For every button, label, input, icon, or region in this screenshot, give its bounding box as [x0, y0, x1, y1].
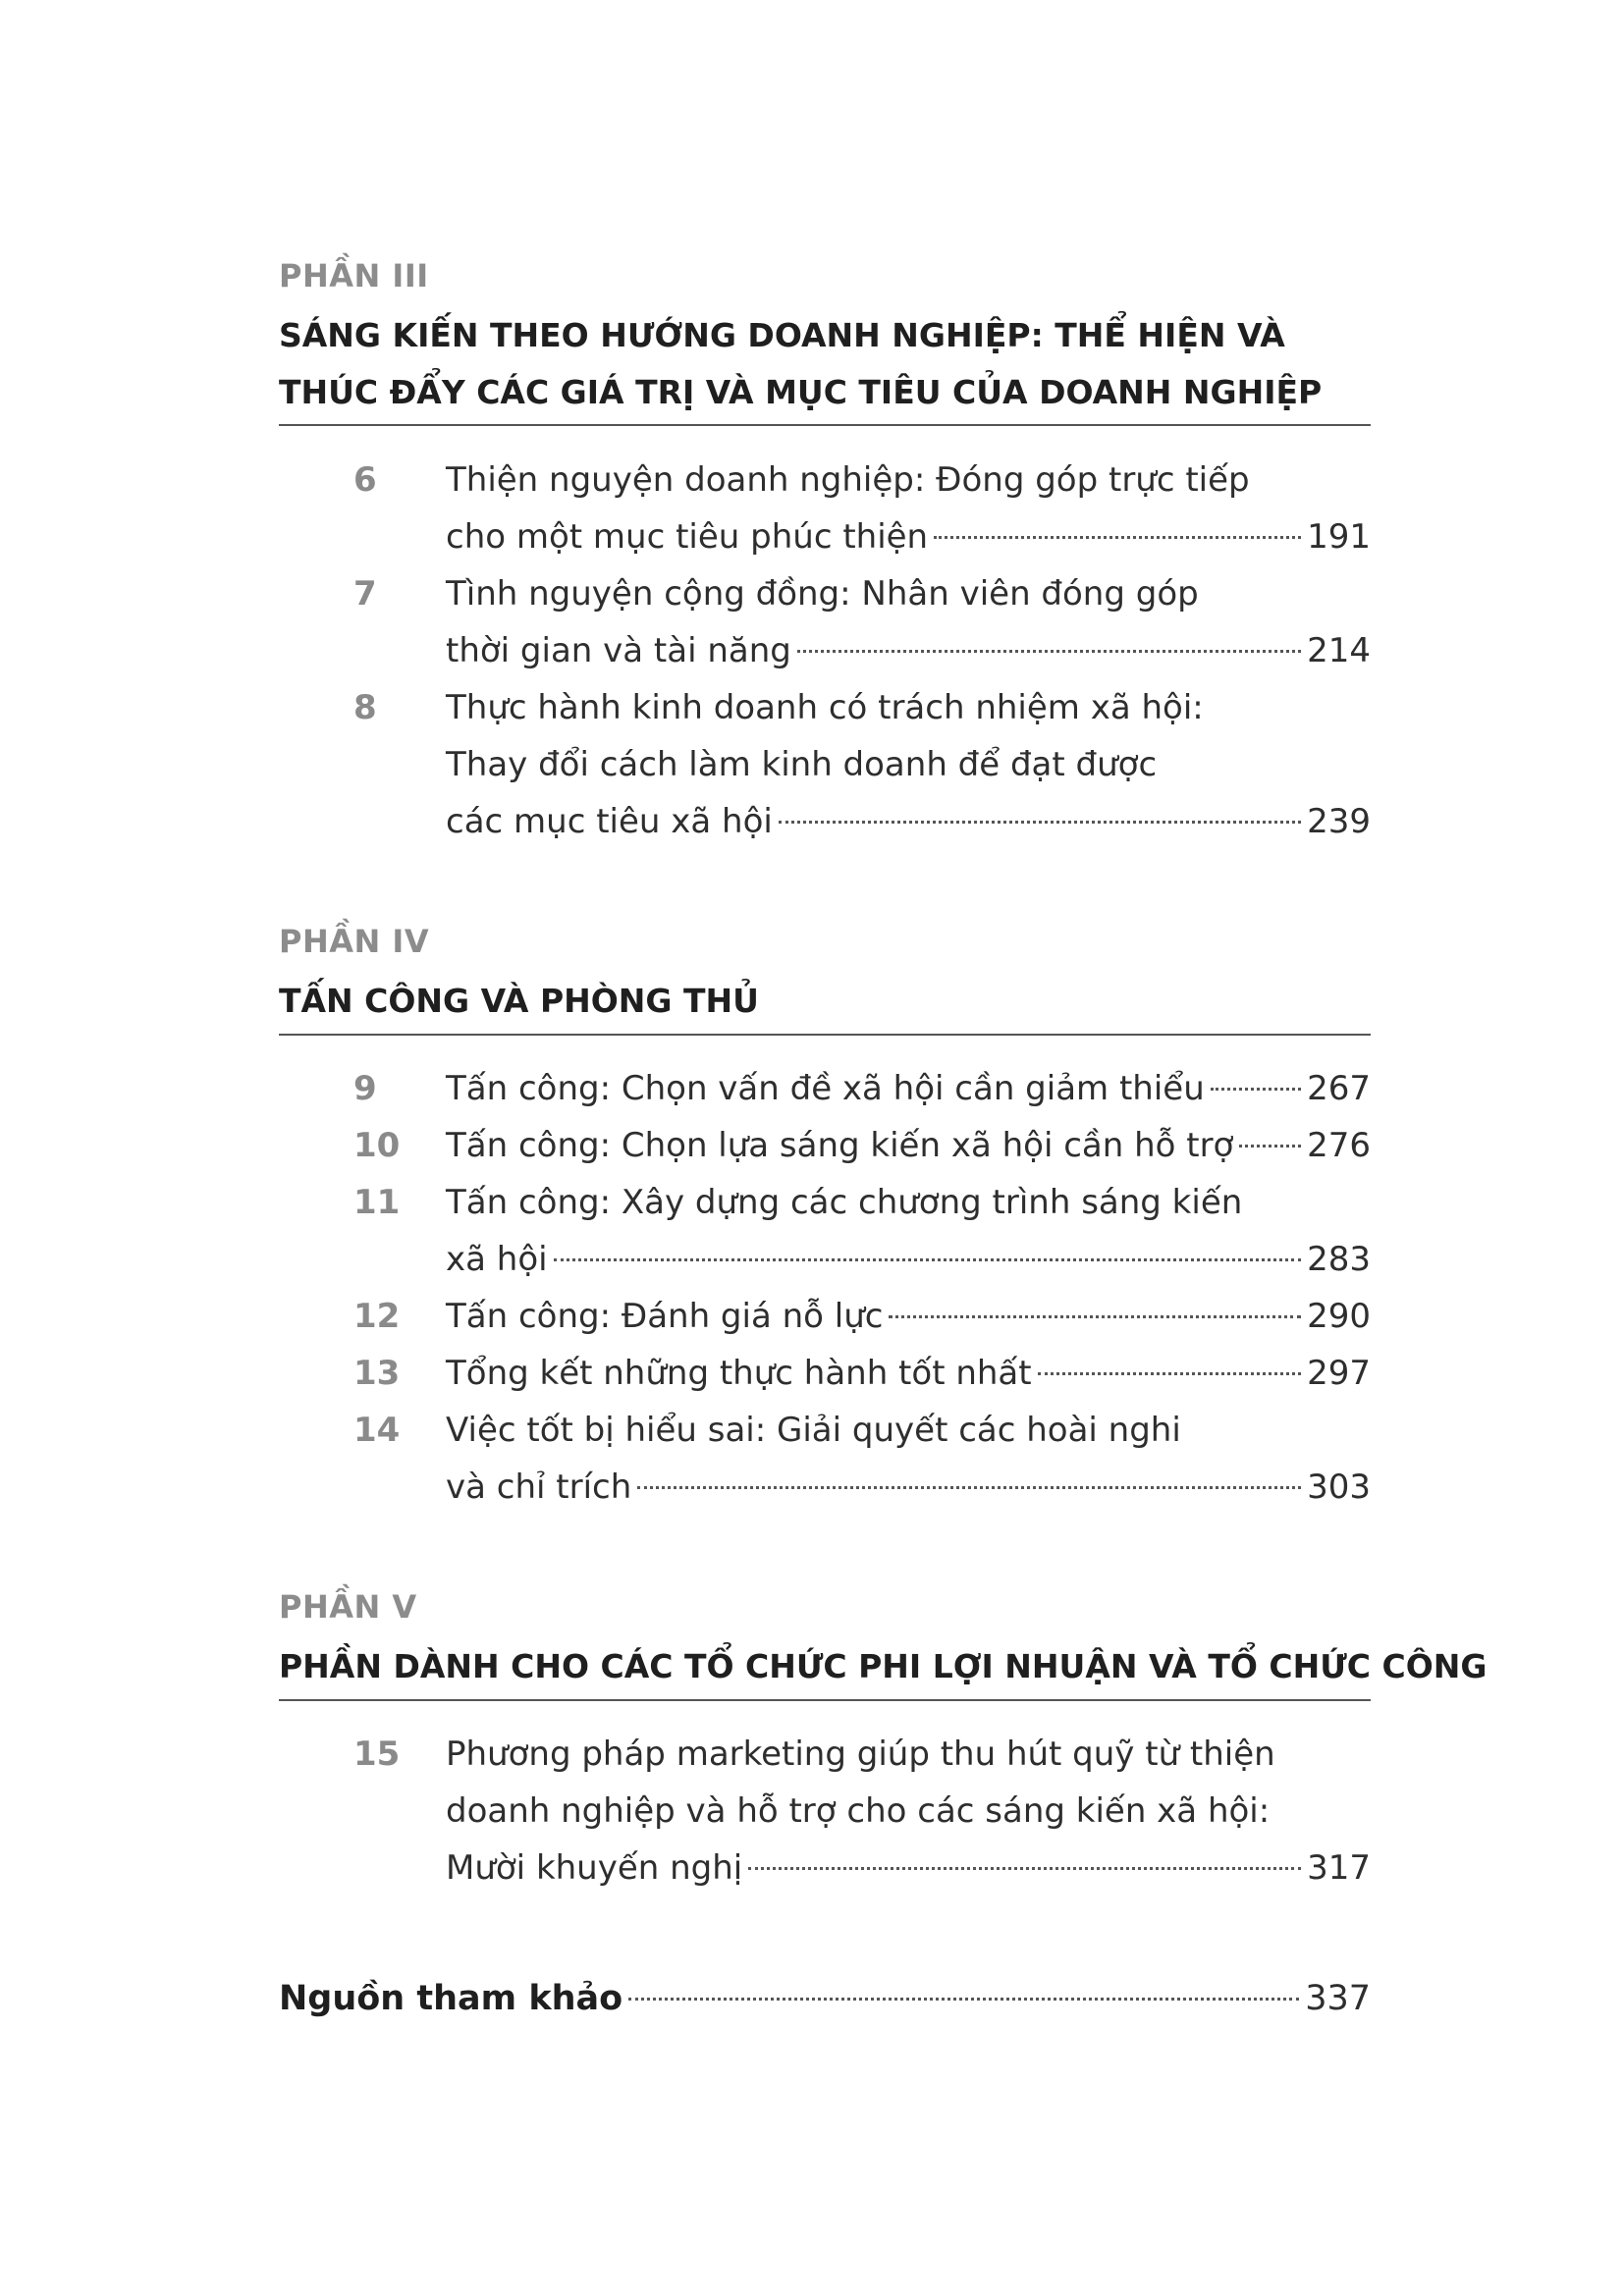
- page-number: 276: [1307, 1126, 1371, 1165]
- page-number: 290: [1307, 1297, 1371, 1336]
- entry-line: Tấn công: Chọn lựa sáng kiến xã hội cần hỗ trợ: [446, 1126, 1234, 1165]
- dot-leader: [889, 1315, 1301, 1318]
- page-number: 317: [1307, 1848, 1371, 1888]
- chapter-number: 9: [353, 1069, 377, 1108]
- entry-line: Thiện nguyện doanh nghiệp: Đóng góp trực tiếp: [446, 460, 1250, 500]
- part-title-line: THÚC ĐẨY CÁC GIÁ TRỊ VÀ MỤC TIÊU CỦA DOANH NGHIỆP: [279, 373, 1323, 411]
- entry-line: Tấn công: Đánh giá nỗ lực: [446, 1297, 884, 1336]
- part-label: PHẦN IV: [279, 923, 430, 960]
- dot-leader: [1211, 1088, 1301, 1091]
- dot-leader: [797, 650, 1301, 653]
- chapter-number: 11: [353, 1183, 401, 1222]
- chapter-number: 14: [353, 1411, 401, 1450]
- divider-rule: [279, 1699, 1371, 1701]
- chapter-number: 12: [353, 1297, 401, 1336]
- chapter-number: 10: [353, 1126, 401, 1165]
- chapter-number: 8: [353, 688, 377, 727]
- part-title: [279, 1638, 1488, 1695]
- entry-line: xã hội: [446, 1240, 548, 1279]
- chapter-number: 7: [353, 574, 377, 614]
- entry-line: cho một mục tiêu phúc thiện: [446, 517, 929, 557]
- page-number: 214: [1307, 631, 1371, 670]
- divider-rule: [279, 424, 1371, 426]
- page-number: 297: [1307, 1354, 1371, 1393]
- chapter-number: 15: [353, 1735, 401, 1774]
- entry-line: Tổng kết những thực hành tốt nhất: [446, 1354, 1032, 1393]
- entry-line: Phương pháp marketing giúp thu hút quỹ từ thiện: [446, 1735, 1275, 1774]
- part-label: PHẦN III: [279, 257, 429, 294]
- chapter-number: 6: [353, 460, 377, 500]
- dot-leader: [637, 1486, 1301, 1489]
- part-title: [279, 973, 1371, 1030]
- chapter-number: 13: [353, 1354, 401, 1393]
- part-title-line: TẤN CÔNG VÀ PHÒNG THỦ: [279, 982, 759, 1020]
- entry-line: các mục tiêu xã hội: [446, 802, 773, 841]
- part-label: PHẦN V: [279, 1588, 417, 1626]
- dot-leader: [748, 1867, 1301, 1870]
- dot-leader: [1038, 1372, 1302, 1375]
- part-title-line: SÁNG KIẾN THEO HƯỚNG DOANH NGHIỆP: THỂ HIỆN VÀ: [279, 316, 1285, 354]
- dot-leader: [779, 821, 1301, 824]
- page-number: 239: [1307, 802, 1371, 841]
- dot-leader: [554, 1258, 1302, 1261]
- entry-line: Thay đổi cách làm kinh doanh để đạt được: [446, 745, 1158, 784]
- entry-line: thời gian và tài năng: [446, 631, 791, 670]
- entry-line: Tấn công: Chọn vấn đề xã hội cần giảm thiểu: [446, 1069, 1205, 1108]
- dot-leader: [628, 1998, 1299, 2001]
- page-number: 191: [1307, 517, 1371, 557]
- page-number: 303: [1307, 1468, 1371, 1507]
- dot-leader: [934, 536, 1301, 539]
- references-title: Nguồn tham khảo: [279, 1979, 623, 2018]
- references-entry: [279, 1970, 1371, 2027]
- entry-line: doanh nghiệp và hỗ trợ cho các sáng kiến xã hội:: [446, 1791, 1271, 1831]
- page-number: 337: [1305, 1979, 1371, 2018]
- entry-line: Mười khuyến nghị: [446, 1848, 743, 1888]
- entry-line: Thực hành kinh doanh có trách nhiệm xã hội:: [446, 688, 1204, 727]
- entry-line: Việc tốt bị hiểu sai: Giải quyết các hoài nghi: [446, 1411, 1181, 1450]
- divider-rule: [279, 1034, 1371, 1036]
- page-number: 283: [1307, 1240, 1371, 1279]
- dot-leader: [1239, 1145, 1301, 1148]
- entry-line: Tấn công: Xây dựng các chương trình sáng kiến: [446, 1183, 1243, 1222]
- entry-line: Tình nguyện cộng đồng: Nhân viên đóng góp: [446, 574, 1199, 614]
- part-title-line: PHẦN DÀNH CHO CÁC TỔ CHỨC PHI LỢI NHUẬN VÀ TỔ CHỨC CÔNG: [279, 1647, 1488, 1685]
- part-title: [279, 307, 1371, 421]
- entry-line: và chỉ trích: [446, 1468, 632, 1507]
- page-number: 267: [1307, 1069, 1371, 1108]
